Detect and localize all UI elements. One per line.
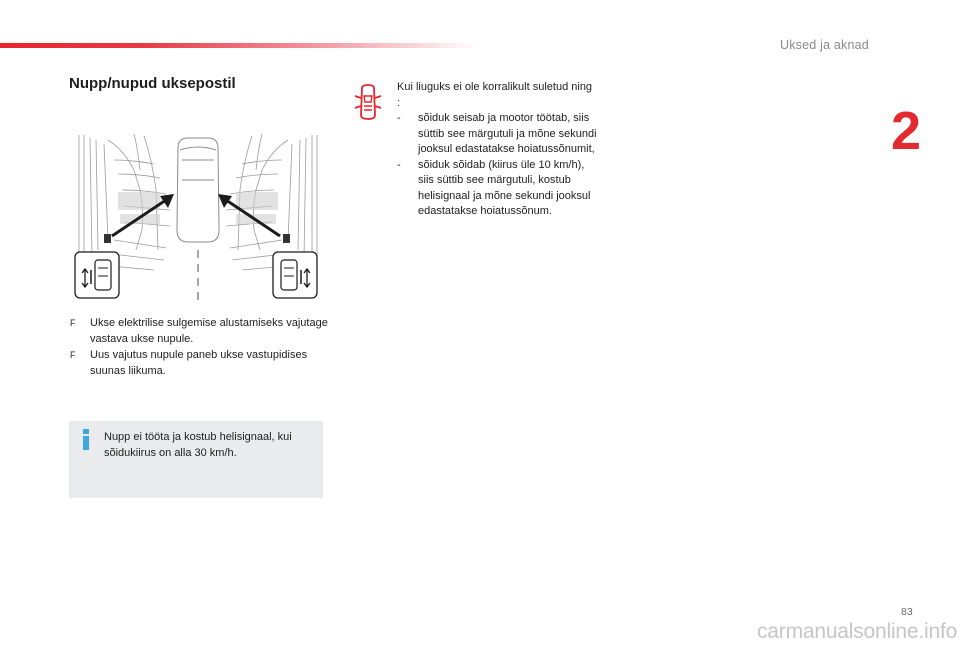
header-accent-bar xyxy=(0,43,480,48)
list-item xyxy=(69,316,329,347)
list-item-text: Uus vajutus nupule paneb ukse vastupidises suunas liikuma. xyxy=(90,349,308,377)
instruction-list xyxy=(69,316,329,380)
list-item-text: sõiduk seisab ja mootor töötab, siis süttib see märgutuli ja mõne sekundi jooksul edastatakse hoiatussõnumit, xyxy=(418,112,597,155)
watermark: carmanualsonline.info xyxy=(757,620,958,643)
list-item xyxy=(69,348,329,379)
list-item xyxy=(397,158,597,220)
bullet-glyph: F xyxy=(70,318,76,328)
dash-glyph: - xyxy=(397,112,401,124)
warning-list xyxy=(397,111,597,220)
info-note xyxy=(69,421,323,498)
sliding-door-warning-icon xyxy=(353,84,383,120)
dash-glyph: - xyxy=(397,158,401,171)
section-title: Uksed ja aknad xyxy=(780,38,869,52)
page-number: 83 xyxy=(901,606,913,618)
bullet-glyph: F xyxy=(70,350,76,360)
list-item xyxy=(397,111,597,158)
chapter-number: 2 xyxy=(891,101,922,161)
info-icon xyxy=(81,429,91,451)
door-button-illustration xyxy=(74,130,322,305)
warning-text xyxy=(397,80,597,220)
warning-intro: Kui liuguks ei ole korralikult suletud ning : xyxy=(397,81,593,109)
info-note-text: Nupp ei tööta ja kostub helisignaal, kui sõidukiirus on alla 30 km/h. xyxy=(104,431,292,459)
list-item-text: Ukse elektrilise sulgemise alustamiseks vajutage vastava ukse nupule. xyxy=(90,317,328,345)
list-item-text: sõiduk sõidab (kiirus üle 10 km/h), siis süttib see märgutuli, kostub helisignaal ja mõne sekundi jooksul edastatakse hoiatussõnum. xyxy=(418,158,591,217)
page-heading: Nupp/nupud uksepostil xyxy=(69,75,236,92)
